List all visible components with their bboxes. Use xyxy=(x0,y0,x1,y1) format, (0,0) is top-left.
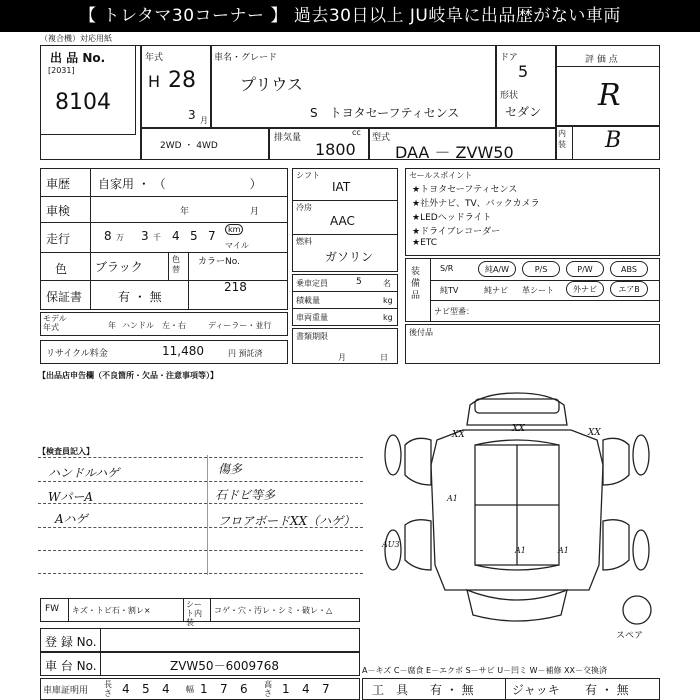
cc-unit: cc xyxy=(352,128,361,137)
form-sub-note: （複合機）対応用紙 xyxy=(40,34,112,43)
doors: 5 xyxy=(518,62,529,81)
spare-label: スペア xyxy=(616,631,644,641)
sales-point: ★社外ナビ、TV、バックカメラ xyxy=(412,199,540,209)
door-label: ドア xyxy=(500,53,518,63)
mileage-unit: km xyxy=(225,224,243,235)
width-label: 幅 xyxy=(186,685,194,694)
sales-point: ★ETC xyxy=(412,238,438,248)
sales-point: ★LEDヘッドライト xyxy=(412,213,492,223)
inspection-month-unit: 月 xyxy=(250,207,260,217)
equip-abs: ABS xyxy=(610,261,648,277)
equip-leather: 革シート xyxy=(522,286,554,295)
history: 自家用 ・ （ ） xyxy=(98,177,262,191)
capacity-label: 乗車定員 xyxy=(296,279,328,288)
doc-label: 書類期限 xyxy=(296,332,328,341)
shape-label: 形状 xyxy=(500,91,519,101)
inspector-note: フロアボードXX（ハゲ） xyxy=(218,514,356,528)
fuel: ガソリン xyxy=(325,250,374,264)
doc-month: 月 xyxy=(338,353,346,362)
lot-code: [2031] xyxy=(48,66,75,75)
model-year: 28 xyxy=(168,68,196,93)
year-label: 年式 xyxy=(145,53,164,63)
color-no-label: カラーNo. xyxy=(198,257,240,267)
capacity: 5 xyxy=(356,277,362,287)
mileage-digit: 5 xyxy=(190,229,198,243)
height-label: 高さ xyxy=(264,680,272,698)
model-name: プリウス xyxy=(240,75,303,94)
length-label: 長さ xyxy=(104,680,112,698)
inspector-label: 【検査員記入】 xyxy=(38,447,94,456)
equip-power-windows: P/W xyxy=(566,261,604,277)
nav-model-label: ナビ型番： xyxy=(434,307,474,316)
era: H xyxy=(148,72,161,91)
garage-cert-label: 車庫証明用 xyxy=(43,686,89,696)
after-parts-label: 後付品 xyxy=(409,328,433,337)
damage-legend: A－キズ C－腐食 E－エクボ S－サビ U－凹ミ W－補修 XX－交換済 xyxy=(362,666,608,675)
color-label: 色 xyxy=(55,262,68,276)
height-digit: 4 xyxy=(302,682,310,696)
jack-value: 有 ・ 無 xyxy=(585,683,629,697)
warranty-label: 保証書 xyxy=(46,290,83,304)
damage-mark: A1 xyxy=(447,494,458,503)
grade: S トヨタセーフティセンス xyxy=(310,106,460,120)
width-digit: 6 xyxy=(240,682,248,696)
width-digit: 7 xyxy=(220,682,228,696)
load-unit: kg xyxy=(383,296,393,305)
damage-mark: AU3 xyxy=(382,540,400,549)
load-label: 積載量 xyxy=(296,296,320,305)
equip-airbag: エアB xyxy=(610,281,648,297)
tools-label: 工 具 xyxy=(372,683,409,697)
mileage-sen: 3 xyxy=(141,229,149,243)
mileage-unit-alt: マイル xyxy=(225,241,249,250)
height-digit: 7 xyxy=(322,682,330,696)
seller-report-label: 【出品店申告欄（不良箇所・欠品・注意事項等）】 xyxy=(38,371,218,380)
warranty: 有 ・ 無 xyxy=(118,290,162,304)
inspector-note: Aハゲ xyxy=(55,512,88,526)
sales-label: セールスポイント xyxy=(409,171,473,180)
chassis-number: ZVW50－6009768 xyxy=(170,659,280,673)
recycle-amount: 11,480 xyxy=(162,344,204,358)
tools-value: 有 ・ 無 xyxy=(430,683,474,697)
damage-mark: XX xyxy=(512,424,525,434)
history-label: 車歴 xyxy=(46,177,71,191)
mileage-digit: 7 xyxy=(208,229,216,243)
mileage-sen-unit: 千 xyxy=(153,233,161,242)
inspector-note: ハンドルハゲ xyxy=(48,466,120,480)
height-digit: 1 xyxy=(282,682,290,696)
weight-label: 車両重量 xyxy=(296,313,328,322)
model-year-unit: 年 xyxy=(108,321,116,330)
model-year-label: モデル年式 xyxy=(43,314,67,332)
ac-label: 冷房 xyxy=(296,203,312,212)
inspector-note: 石ドビ等多 xyxy=(215,488,276,502)
shift-label: シフト xyxy=(296,171,320,180)
inspector-note: WパーA xyxy=(48,490,94,504)
dealer: ディーラー・並行 xyxy=(208,321,272,330)
chassis-label: 車 台 No. xyxy=(45,659,97,673)
inspection-year-unit: 年 xyxy=(180,207,190,217)
sales-point: ★ドライブレコーダー xyxy=(412,227,501,237)
color: ブラック xyxy=(95,260,143,274)
sales-point: ★トヨタセーフティセンス xyxy=(412,185,518,195)
month-unit: 月 xyxy=(200,116,208,125)
mileage-man-unit: 万 xyxy=(116,233,124,242)
displacement: 1800 xyxy=(315,140,356,159)
model-label: 車名・グレード xyxy=(214,53,278,63)
lot-number: 8104 xyxy=(55,90,111,115)
model-type: DAA － ZVW50 xyxy=(395,143,514,162)
interior-label: 内装 xyxy=(558,129,566,149)
width-digit: 1 xyxy=(200,682,208,696)
recycle-label: リサイクル料金 xyxy=(46,349,108,359)
equip-alloy-wheels: 純A/W xyxy=(478,261,516,277)
equip-tv: 純TV xyxy=(440,286,459,295)
equip-power-steering: P/S xyxy=(522,261,560,277)
seat-label: シート内装 xyxy=(186,600,202,627)
color-no: 218 xyxy=(224,280,247,294)
damage-mark: XX xyxy=(588,428,601,438)
length-digit: 4 xyxy=(162,682,170,696)
lot-label: 出 品 No. xyxy=(50,51,106,65)
after-parts-box xyxy=(405,324,660,364)
color-change-label: 色替 xyxy=(172,255,180,274)
damage-mark: A1 xyxy=(515,546,526,555)
handle: ハンドル 左・右 xyxy=(122,321,186,330)
shift: IAT xyxy=(332,180,351,194)
header-banner: 【 トレタマ30コーナー 】 過去30日以上 JU岐阜に出品歴がない車両 xyxy=(0,0,700,32)
fw-label: FW xyxy=(45,604,60,614)
length-digit: 5 xyxy=(142,682,150,696)
type-label: 型式 xyxy=(372,133,391,143)
mileage-label: 走行 xyxy=(46,232,71,246)
equip-aftermarket-nav: 外ナビ xyxy=(566,281,604,297)
car-diagram xyxy=(375,385,660,635)
inspector-note: 傷多 xyxy=(218,462,243,476)
fuel-label: 燃料 xyxy=(296,237,312,246)
inspection-label: 車検 xyxy=(46,204,71,218)
shape: セダン xyxy=(505,105,542,119)
mileage-man: 8 xyxy=(104,229,112,243)
ac: AAC xyxy=(330,214,355,228)
registration-label: 登 録 No. xyxy=(45,635,97,649)
recycle-unit: 円 預託済 xyxy=(228,349,263,358)
interior-score: B xyxy=(605,128,622,153)
score-label: 評 価 点 xyxy=(585,55,618,65)
seat-items: コゲ・穴・汚レ・シミ・破レ・△ xyxy=(214,606,333,615)
fw-items: キズ・トビ石・割レ× xyxy=(72,606,151,615)
drive: 2WD ・ 4WD xyxy=(160,141,218,151)
equip-nav: 純ナビ xyxy=(484,286,508,295)
jack-label: ジャッキ xyxy=(512,683,560,697)
equipment-label: 装備品 xyxy=(411,267,421,301)
displacement-label: 排気量 xyxy=(274,133,302,143)
equip-sr: S/R xyxy=(440,264,454,273)
capacity-unit: 名 xyxy=(383,279,391,288)
mileage-digit: 4 xyxy=(172,229,180,243)
score: R xyxy=(598,78,621,113)
damage-mark: XX xyxy=(452,430,465,440)
weight-unit: kg xyxy=(383,313,393,322)
length-digit: 4 xyxy=(122,682,130,696)
doc-day: 日 xyxy=(380,353,388,362)
damage-mark: A1 xyxy=(558,546,569,555)
model-month: 3 xyxy=(188,108,196,122)
